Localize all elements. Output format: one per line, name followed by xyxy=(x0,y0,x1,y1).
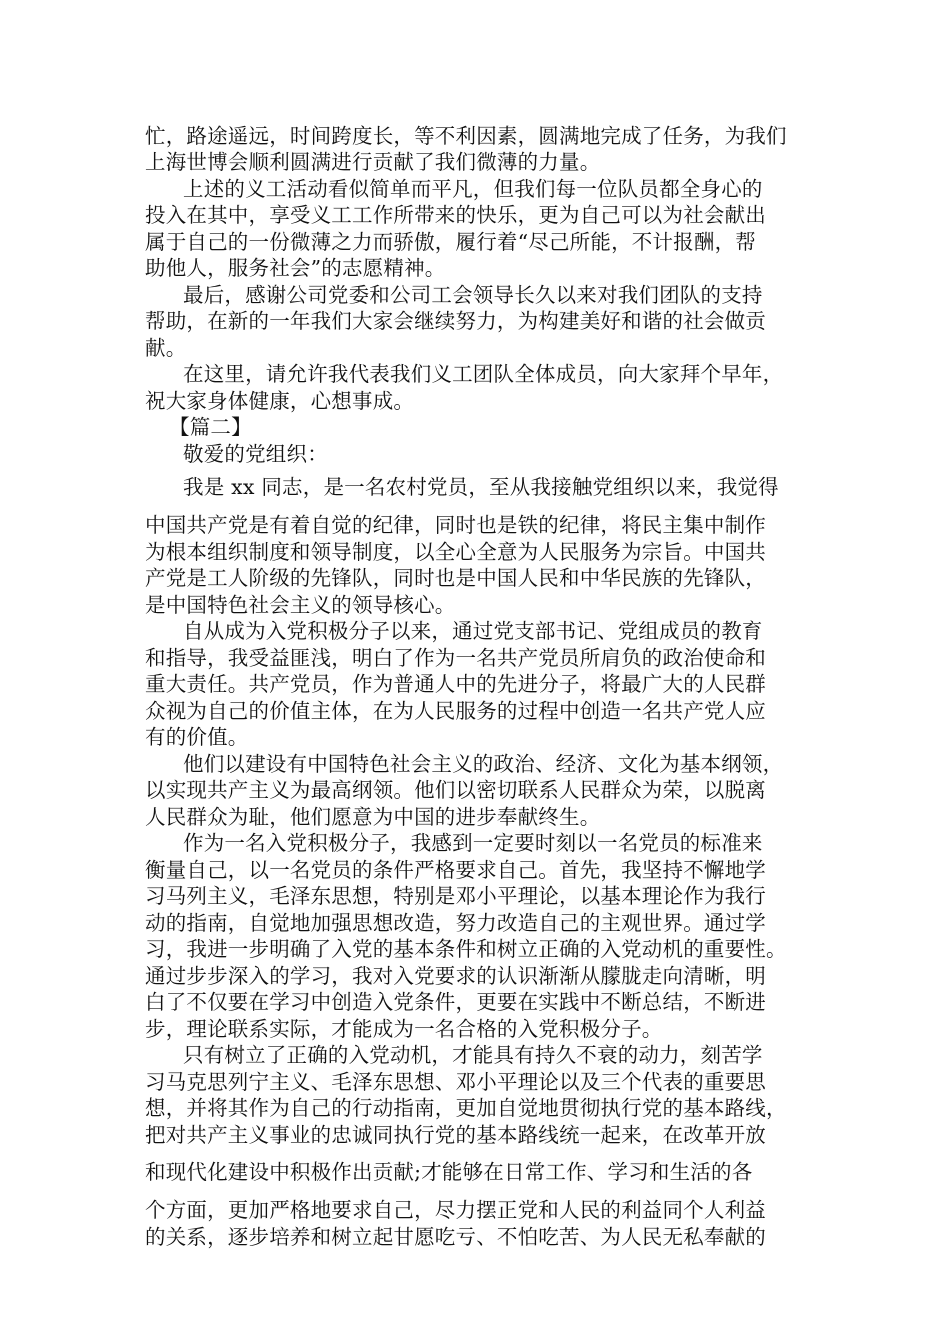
text-line: 个方面，更加严格地要求自己，尽力摆正党和人民的利益同个人利益 xyxy=(145,1198,766,1222)
text-line: 上述的义工活动看似简单而平凡，但我们每一位队员都全身心的 xyxy=(183,177,763,201)
text-line: 人民群众为耻，他们愿意为中国的进步奉献终生。 xyxy=(145,805,601,829)
text-line: 有的价值。 xyxy=(145,725,249,749)
text-line: 上海世博会顺利圆满进行贡献了我们微薄的力量。 xyxy=(145,150,601,174)
text-line: 中国共产党是有着自觉的纪律，同时也是铁的纪律，将民主集中制作 xyxy=(145,513,766,537)
salutation: 敬爱的党组织： xyxy=(183,442,328,466)
text-line: 最后，感谢公司党委和公司工会领导长久以来对我们团队的支持 xyxy=(183,283,763,307)
text-line: 衡量自己，以一名党员的条件严格要求自己。首先，我坚持不懈地学 xyxy=(145,858,766,882)
text-line: 和指导，我受益匪浅，明白了作为一名共产党员所肩负的政治使命和 xyxy=(145,646,766,670)
text-line: 通过步步深入的学习，我对入党要求的认识渐渐从朦胧走向清晰，明 xyxy=(145,964,766,988)
text-line: 只有树立了正确的入党动机，才能具有持久不衰的动力，刻苦学 xyxy=(183,1043,763,1067)
text-line: 作为一名入党积极分子，我感到一定要时刻以一名党员的标准来 xyxy=(183,831,763,855)
text-line: 自从成为入党积极分子以来，通过党支部书记、党组成员的教育 xyxy=(183,619,763,643)
text-line: 习马列主义，毛泽东思想，特别是邓小平理论，以基本理论作为我行 xyxy=(145,884,766,908)
text-line: 投入在其中，享受义工工作所带来的快乐，更为自己可以为社会献出 xyxy=(145,203,766,227)
text-line: 众视为自己的价值主体，在为人民服务的过程中创造一名共产党人应 xyxy=(145,699,766,723)
text-line: 步，理论联系实际，才能成为一名合格的入党积极分子。 xyxy=(145,1017,663,1041)
text-line: 把对共产主义事业的忠诚同执行党的基本路线统一起来，在改革开放 xyxy=(145,1123,766,1147)
text-line: 和现代化建设中积极作出贡献;才能够在日常工作、学习和生活的各 xyxy=(145,1160,753,1184)
text-line: 习，我进一步明确了入党的基本条件和树立正确的入党动机的重要性。 xyxy=(145,937,787,961)
text-line: 他们以建设有中国特色社会主义的政治、经济、文化为基本纲领， xyxy=(183,752,784,776)
text-line: 是中国特色社会主义的领导核心。 xyxy=(145,593,456,617)
text-line: 在这里，请允许我代表我们义工团队全体成员，向大家拜个早年， xyxy=(183,362,784,386)
text-line: 的关系，逐步培养和树立起甘愿吃亏、不怕吃苦、为人民无私奉献的 xyxy=(145,1225,766,1249)
text-line: 助他人，服务社会”的志愿精神。 xyxy=(145,256,446,280)
text-line: 我是 xx 同志，是一名农村党员，至从我接触党组织以来，我觉得 xyxy=(183,475,779,499)
text-line: 白了不仅要在学习中创造入党条件，更要在实践中不断总结，不断进 xyxy=(145,990,766,1014)
text-line: 祝大家身体健康，心想事成。 xyxy=(145,389,415,413)
text-line: 忙，路途遥远，时间跨度长，等不利因素，圆满地完成了任务，为我们 xyxy=(145,124,787,148)
text-line: 为根本组织制度和领导制度，以全心全意为人民服务为宗旨。中国共 xyxy=(145,540,766,564)
text-line: 帮助，在新的一年我们大家会继续努力，为构建美好和谐的社会做贡 xyxy=(145,309,766,333)
text-line: 习马克思列宁主义、毛泽东思想、邓小平理论以及三个代表的重要思 xyxy=(145,1070,766,1094)
text-line: 动的指南，自觉地加强思想改造，努力改造自己的主观世界。通过学 xyxy=(145,911,766,935)
text-line: 产党是工人阶级的先锋队，同时也是中国人民和中华民族的先锋队， xyxy=(145,566,766,590)
section-heading: 【篇二】 xyxy=(169,415,252,439)
text-line: 想，并将其作为自己的行动指南，更加自觉地贯彻执行党的基本路线， xyxy=(145,1096,787,1120)
text-line: 属于自己的一份微薄之力而骄傲，履行着“尽己所能，不计报酬，帮 xyxy=(145,230,756,254)
text-line: 重大责任。共产党员，作为普通人中的先进分子，将最广大的人民群 xyxy=(145,672,766,696)
text-line: 献。 xyxy=(145,336,187,360)
text-line: 以实现共产主义为最高纲领。他们以密切联系人民群众为荣，以脱离 xyxy=(145,778,766,802)
